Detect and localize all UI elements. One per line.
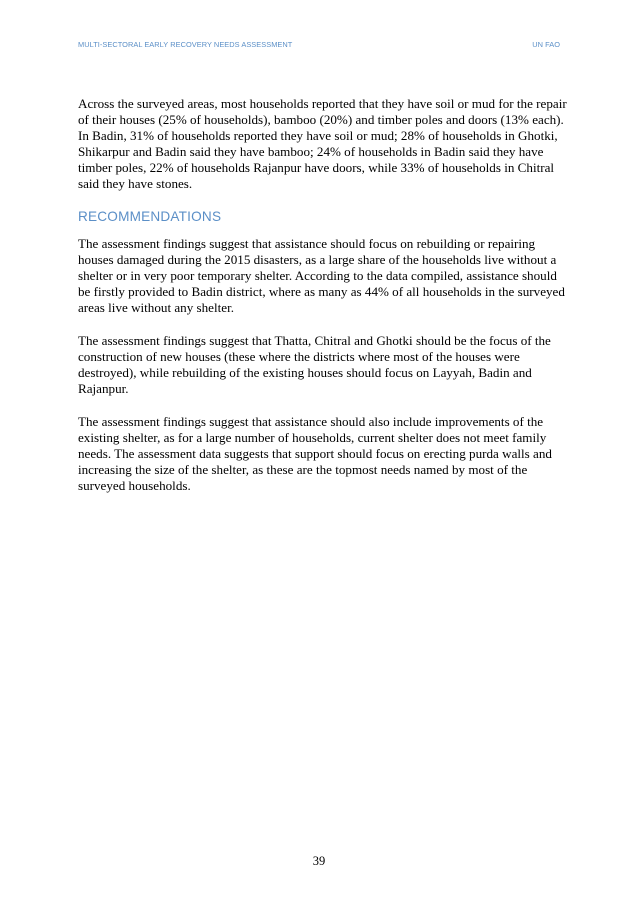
page-content <box>78 96 568 510</box>
running-header <box>78 40 560 52</box>
header-organization: UN FAO <box>532 40 560 49</box>
recommendation-paragraph-2: The assessment findings suggest that Thatta, Chitral and Ghotki should be the focus of the construction of new houses (these where the districts where most of the houses were destroyed), while rebuilding of the existing houses should focus on Layyah, Badin and Rajanpur. <box>78 332 551 397</box>
page-number: 39 <box>312 854 326 868</box>
header-report-title: MULTI-SECTORAL EARLY RECOVERY NEEDS ASSESSMENT <box>78 40 293 49</box>
recommendation-paragraph-1: The assessment findings suggest that assistance should focus on rebuilding or repairing houses damaged during the 2015 disasters, as a large share of the households live without a shelter or in very poor temporary shelter. According to the data compiled, assistance should be firstly provided to Badin district, where as many as 44% of all households in the surveyed areas live without any shelter. <box>78 235 565 316</box>
intro-paragraph: Across the surveyed areas, most households reported that they have soil or mud for the repair of their houses (25% of households), bamboo (20%) and timber poles and doors (13% each). In Badin, 31% of households reported they have soil or mud; 28% of households in Ghotki, Shikarpur and Badin said they have bamboo; 24% of households in Badin said they have timber poles, 22% of households Rajanpur have doors, while 33% of households in Chitral said they have stones. <box>78 96 567 192</box>
recommendation-paragraph-3: The assessment findings suggest that assistance should also include improvements of the existing shelter, as for a large number of households, current shelter does not meet family needs. The assessment data suggests that support should focus on erecting purda walls and increasing the size of the shelter, as these are the topmost needs named by most of the surveyed households. <box>78 413 552 493</box>
section-heading-recommendations: RECOMMENDATIONS <box>78 208 222 224</box>
